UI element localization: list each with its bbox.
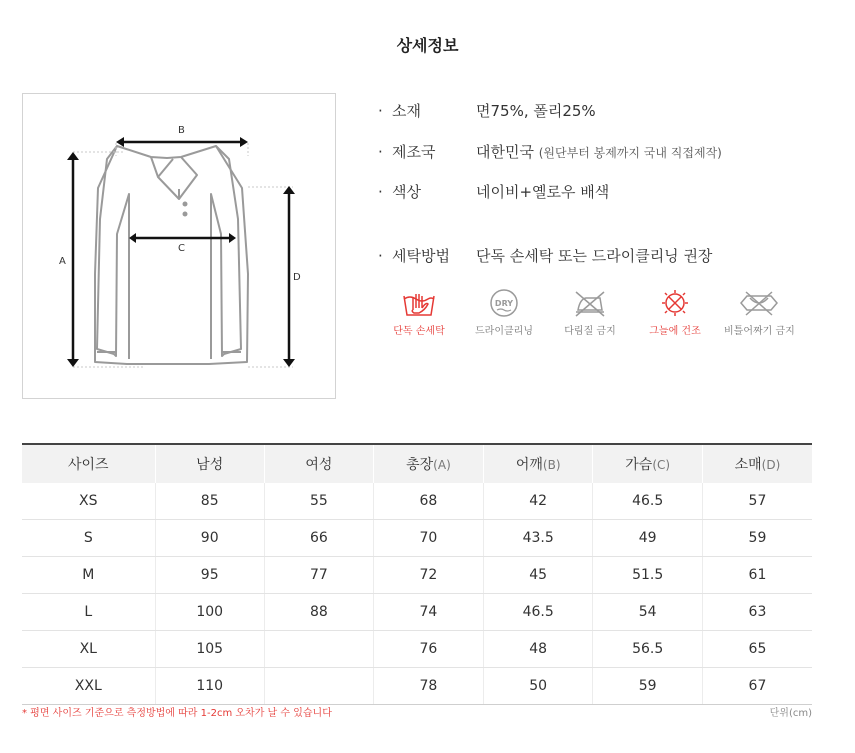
table-cell: 90 [155,520,264,557]
info-value: 단독 손세탁 또는 드라이클리닝 권장 [476,247,713,265]
button-dot [183,212,188,217]
table-cell: 72 [373,557,483,594]
table-cell: 54 [593,594,702,631]
table-cell [264,631,373,668]
table-row [22,668,812,705]
table-cell: 42 [483,483,592,520]
table-cell: 76 [373,631,483,668]
table-cell: 46.5 [483,594,592,631]
size-cell: S [22,520,155,557]
size-cell: XS [22,483,155,520]
table-cell: 49 [593,520,702,557]
care-label: 드라이클리닝 [475,326,533,337]
dim-label-a: A [59,256,66,267]
table-cell: 85 [155,483,264,520]
info-value: 면75%, 폴리25% [476,102,596,120]
info-color [378,181,609,202]
care-shade-dry [640,288,710,337]
care-hand-wash [384,288,454,337]
info-key: 소재 [392,102,421,120]
info-key: 세탁방법 [392,247,450,265]
col-header: 남성 [155,444,264,483]
table-cell: 77 [264,557,373,594]
table-cell: 57 [702,483,812,520]
page-title: 상세정보 [396,36,459,55]
size-table [22,443,812,705]
info-sub: (원단부터 봉제까지 국내 직접제작) [538,146,722,160]
table-cell: 59 [593,668,702,705]
care-label: 그늘에 건조 [649,326,701,337]
unit-label: 단위(cm) [769,708,812,719]
info-washing [378,245,712,266]
table-cell: 100 [155,594,264,631]
table-cell: 48 [483,631,592,668]
shade-dry-icon [657,288,693,318]
bullet: · [378,102,383,120]
care-no-iron [555,288,625,337]
table-cell: 95 [155,557,264,594]
table-row [22,557,812,594]
table-row [22,520,812,557]
table-cell: 61 [702,557,812,594]
dry-icon-text: DRY [494,299,514,308]
col-header: 소매(D) [702,444,812,483]
col-header: 사이즈 [22,444,155,483]
care-label: 단독 손세탁 [393,326,445,337]
size-cell: XXL [22,668,155,705]
info-origin [378,141,722,162]
table-cell: 45 [483,557,592,594]
bullet: · [378,143,383,161]
no-iron-icon [572,288,608,318]
col-header: 어깨(B) [483,444,592,483]
table-cell: 68 [373,483,483,520]
button-dot [183,202,188,207]
hand-wash-icon [401,288,437,318]
care-label: 다림질 금지 [564,326,616,337]
info-key: 제조국 [392,143,436,161]
table-row [22,483,812,520]
bullet: · [378,183,383,201]
table-row [22,594,812,631]
col-header: 가슴(C) [593,444,702,483]
table-cell: 46.5 [593,483,702,520]
table-cell: 65 [702,631,812,668]
col-header: 총장(A) [373,444,483,483]
dim-label-b: B [178,125,185,136]
table-cell: 55 [264,483,373,520]
info-key: 색상 [392,183,421,201]
size-cell: M [22,557,155,594]
table-cell: 74 [373,594,483,631]
table-cell: 78 [373,668,483,705]
table-cell: 56.5 [593,631,702,668]
no-wring-icon [738,288,780,318]
table-cell: 51.5 [593,557,702,594]
table-row [22,631,812,668]
table-header-row [22,444,812,483]
measurement-note: * 평면 사이즈 기준으로 측정방법에 따라 1-2cm 오차가 날 수 있습니다 [22,708,332,719]
dim-label-d: D [293,272,301,283]
measurement-diagram [22,93,336,399]
table-cell: 66 [264,520,373,557]
table-cell: 88 [264,594,373,631]
care-no-wring [724,288,794,337]
care-label: 비틀어짜기 금지 [724,326,795,337]
table-cell: 110 [155,668,264,705]
info-value: 대한민국 [476,143,534,161]
bullet: · [378,247,383,265]
size-cell: XL [22,631,155,668]
table-cell: 70 [373,520,483,557]
table-cell: 59 [702,520,812,557]
table-cell: 105 [155,631,264,668]
dim-label-c: C [178,243,185,254]
care-dry-clean [469,288,539,337]
table-cell [264,668,373,705]
table-cell: 63 [702,594,812,631]
table-cell: 43.5 [483,520,592,557]
info-material [378,100,596,121]
size-cell: L [22,594,155,631]
table-cell: 67 [702,668,812,705]
info-value: 네이비+옐로우 배색 [476,183,610,201]
col-header: 여성 [264,444,373,483]
dry-clean-icon [486,288,522,318]
table-cell: 50 [483,668,592,705]
